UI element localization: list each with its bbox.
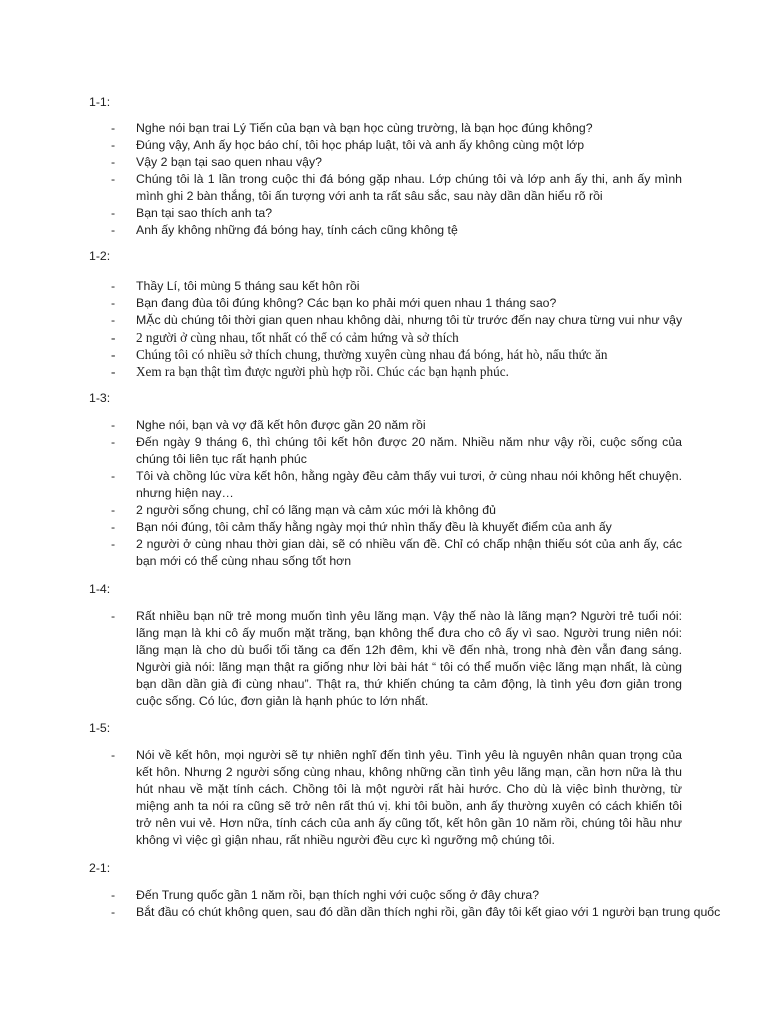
item-text: Bạn nói đúng, tôi cảm thấy hằng ngày mọi thứ nhìn thấy đều là khuyết điểm của anh ấy [136, 520, 612, 534]
bullet-dash: - [111, 155, 116, 169]
item-text: 2 người ở cùng nhau, tốt nhất có thể có cảm hứng và sở thích [136, 330, 459, 345]
bullet-dash: - [111, 748, 116, 762]
bullet-dash: - [111, 435, 116, 449]
section-heading: 1-5: [89, 721, 111, 735]
section-heading: 2-1: [89, 861, 111, 875]
bullet-dash: - [111, 313, 116, 327]
item-text: Đến Trung quốc gần 1 năm rồi, bạn thích nghi với cuộc sống ở đây chưa? [136, 888, 540, 902]
list-item [0, 519, 768, 536]
list-item [0, 278, 768, 295]
item-text: Bạn tại sao thích anh ta? [136, 206, 273, 220]
list-item [0, 222, 768, 239]
list-item [0, 747, 768, 849]
list-item [0, 295, 768, 312]
dialogue-list [0, 278, 768, 380]
item-text: Chúng tôi là 1 lần trong cuộc thi đá bóng gặp nhau. Lớp chúng tôi và lớp anh ấy thi, anh ấy mình mình ghi 2 bàn thắng, tôi ấn tượng với anh ta rất sâu sắc, sau này dần dần hiểu rõ rồi [136, 172, 682, 203]
item-text: 2 người sống chung, chỉ có lãng mạn và cảm xúc mới là không đủ [136, 503, 496, 517]
item-text: Anh ấy không những đá bóng hay, tính cách cũng không tệ [136, 223, 458, 237]
section-heading: 1-1: [89, 95, 111, 109]
list-item [0, 363, 768, 380]
list-item [0, 154, 768, 171]
dialogue-list [0, 887, 768, 921]
list-item [0, 536, 768, 570]
bullet-dash: - [111, 520, 116, 534]
bullet-dash: - [111, 172, 116, 186]
item-text: Bắt đầu có chút không quen, sau đó dần dần thích nghi rồi, gần đây tôi kết giao với 1 người bạn trung quốc [136, 905, 721, 919]
bullet-dash: - [111, 905, 116, 919]
dialogue-list [0, 120, 768, 239]
list-item [0, 120, 768, 137]
list-item [0, 137, 768, 154]
list-item [0, 887, 768, 904]
bullet-dash: - [111, 206, 116, 220]
bullet-dash: - [111, 121, 116, 135]
bullet-dash: - [111, 364, 116, 379]
list-item [0, 417, 768, 434]
section-heading: 1-4: [89, 582, 111, 596]
item-text: Bạn đang đùa tôi đúng không? Các bạn ko phải mới quen nhau 1 tháng sao? [136, 296, 557, 310]
item-text: MẶc dù chúng tôi thời gian quen nhau không dài, nhưng tôi từ trước đến nay chưa từng vui như vậy [136, 313, 683, 327]
item-text: Đúng vậy, Anh ấy học báo chí, tôi học pháp luật, tôi và anh ấy không cùng một lớp [136, 138, 585, 152]
bullet-dash: - [111, 609, 116, 623]
list-item [0, 171, 768, 205]
bullet-dash: - [111, 279, 116, 293]
item-text: Tôi và chồng lúc vừa kết hôn, hằng ngày đều cảm thấy vui tươi, ở cùng nhau nói không hết chuyện. nhưng hiện nay… [136, 469, 682, 500]
bullet-dash: - [111, 469, 116, 483]
bullet-dash: - [111, 537, 116, 551]
item-text: Vậy 2 bạn tại sao quen nhau vậy? [136, 155, 322, 169]
item-text: Nói về kết hôn, mọi người sẽ tự nhiên nghĩ đến tình yêu. Tình yêu là nguyên nhân quan trọng của kết hôn. Nhưng 2 người sống cùng nhau, không những cần tình yêu lãng mạn, cần hơn nữa là thu hút nhau về mặt tính cách. Chồng tôi là một người rất hài hước. Cho dù là việc bình thường, từ miệng anh ta nói ra cũng sẽ trở nên rất thú vị. khi tôi buồn, anh ấy thường xuyên có cách khiến tôi trở nên vui vẻ. Hơn nữa, tính cách của anh ấy cũng tốt, kết hôn gần 10 năm rồi, chúng tôi hầu như không vì việc gì giận nhau, rất nhiều người đều cực kì ngưỡng mộ chúng tôi. [136, 748, 682, 847]
list-item [0, 329, 768, 346]
list-item [0, 205, 768, 222]
bullet-dash: - [111, 138, 116, 152]
list-item [0, 434, 768, 468]
item-text: Xem ra bạn thật tìm được người phù hợp rồi. Chúc các bạn hạnh phúc. [136, 364, 509, 379]
list-item [0, 502, 768, 519]
list-item [0, 312, 768, 329]
bullet-dash: - [111, 418, 116, 432]
bullet-dash: - [111, 503, 116, 517]
list-item [0, 468, 768, 502]
bullet-dash: - [111, 223, 116, 237]
item-text: Chúng tôi có nhiều sở thích chung, thường xuyên cùng nhau đá bóng, hát hò, nấu thức ăn [136, 347, 608, 362]
section-heading: 1-2: [89, 249, 111, 263]
section-heading: 1-3: [89, 391, 111, 405]
list-item [0, 346, 768, 363]
item-text: Nghe nói, bạn và vợ đã kết hôn được gần 20 năm rồi [136, 418, 426, 432]
bullet-dash: - [111, 330, 116, 345]
item-text: Thầy Lí, tôi mùng 5 tháng sau kết hôn rồi [136, 279, 360, 293]
dialogue-list [0, 747, 768, 849]
bullet-dash: - [111, 888, 116, 902]
dialogue-list [0, 608, 768, 710]
list-item [0, 608, 768, 710]
bullet-dash: - [111, 347, 116, 362]
item-text: 2 người ở cùng nhau thời gian dài, sẽ có nhiều vấn đề. Chỉ có chấp nhận thiếu sót của anh ấy, các bạn mới có thể cùng nhau sống tốt hơn [136, 537, 682, 568]
item-text: Nghe nói bạn trai Lý Tiến của bạn và bạn học cùng trường, là bạn học đúng không? [136, 121, 593, 135]
dialogue-list [0, 417, 768, 570]
list-item [0, 904, 768, 921]
bullet-dash: - [111, 296, 116, 310]
item-text: Đến ngày 9 tháng 6, thì chúng tôi kết hôn được 20 năm. Nhiều năm như vậy rồi, cuộc sống của chúng tôi liên tục rất hạnh phúc [136, 435, 682, 466]
item-text: Rất nhiều bạn nữ trẻ mong muốn tình yêu lãng mạn. Vậy thế nào là lãng mạn? Người trẻ tuổi nói: lãng mạn là khi cô ấy muốn mặt trăng, bạn không thể đưa cho cô ấy vì sao. Người trung niên nói: lãng mạn là cho dù buổi tối tăng ca đến 12h đêm, khi về đến nhà, trong nhà đèn vẫn đang sáng. Người già nói: lãng mạn thật ra giống như lời bài hát “ tôi có thể muốn việc lãng mạn nhất, là cùng bạn dần dần già đi cùng nhau”. Thật ra, thứ khiến chúng ta cảm động, là tình yêu đơn giản trong cuộc sống. Có lúc, đơn giản là hạnh phúc to lớn nhất. [136, 609, 682, 708]
